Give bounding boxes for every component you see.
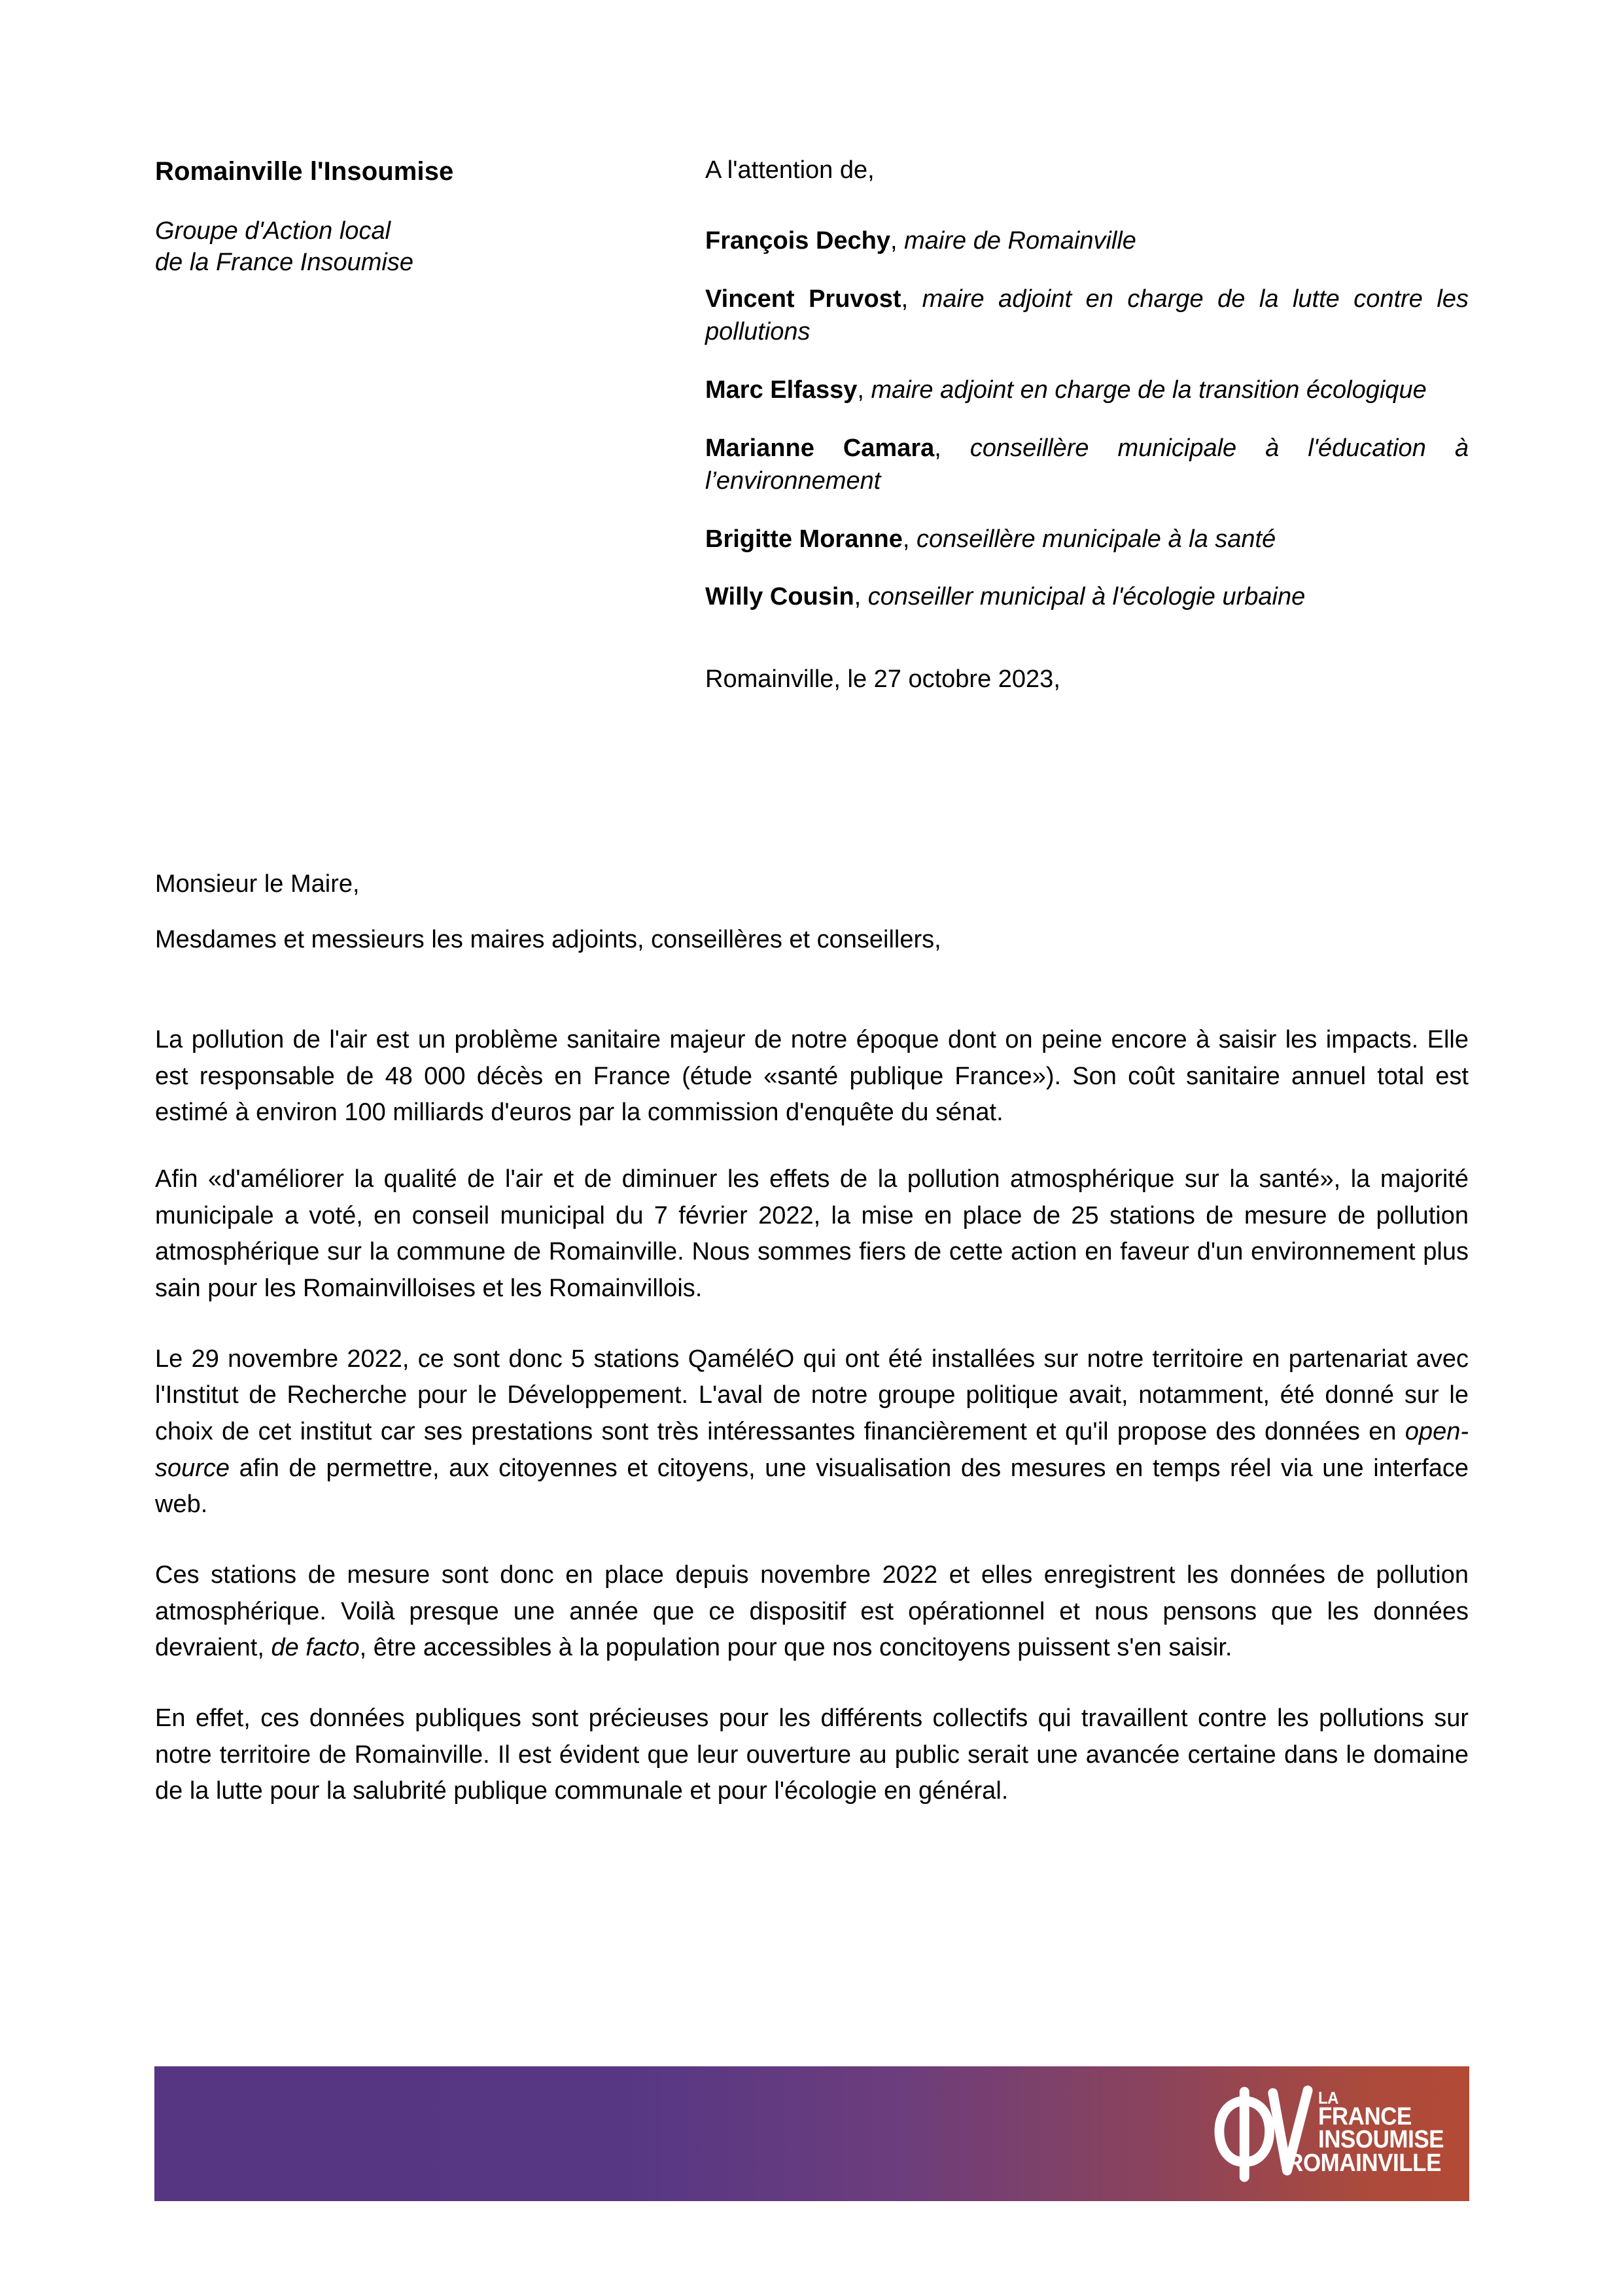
paragraph-4-text-end: , être accessibles à la population pour que nos concitoyens puissent s'en saisir. xyxy=(359,1634,1232,1662)
footer-banner xyxy=(154,2066,1469,2201)
recipient-separator: , xyxy=(890,227,905,255)
place-and-date: Romainville, le 27 octobre 2023, xyxy=(705,665,1060,693)
logo-text-romainville: ROMAINVILLE xyxy=(1287,2149,1442,2177)
letter-header xyxy=(155,154,1469,696)
body-paragraph-4 xyxy=(155,1557,1469,1667)
sender-block xyxy=(155,154,678,279)
recipient-separator: , xyxy=(854,583,868,611)
body-paragraph-1: La pollution de l'air est un problème sanitaire majeur de notre époque dont on peine encore à saisir les impacts. Elle est responsable de 48 000 décès en France (étude «santé publique France»). Son coût sanitaire annuel total est estimé à environ 100 milliards d'euros par la commission d'enquête du sénat. xyxy=(155,1026,1469,1127)
recipient-entry xyxy=(705,224,1469,258)
paragraph-3-emphasis: open-source xyxy=(155,1417,1469,1482)
recipient-entry xyxy=(705,523,1469,556)
france-insoumise-logo xyxy=(1204,2075,1455,2192)
recipient-role: maire adjoint en charge de la lutte contre les pollutions xyxy=(705,285,1469,346)
recipient-entry xyxy=(705,580,1469,614)
paragraph-3-text-end: afin de permettre, aux citoyennes et citoyens, une visualisation des mesures en temps réel via une interface web. xyxy=(155,1454,1469,1519)
recipient-separator: , xyxy=(857,376,871,404)
recipient-role: conseillère municipale à l'éducation à l’environnement xyxy=(705,434,1469,495)
recipient-separator: , xyxy=(934,434,970,462)
sender-subtitle xyxy=(155,215,678,279)
logo-wordmark xyxy=(1287,2087,1444,2178)
recipient-separator: , xyxy=(902,525,917,553)
recipient-name: Willy Cousin xyxy=(705,583,854,611)
salutation-line-2: Mesdames et messieurs les maires adjoints, conseillères et conseillers, xyxy=(155,926,941,954)
recipient-entry xyxy=(705,283,1469,349)
recipient-name: Brigitte Moranne xyxy=(705,525,903,553)
recipient-separator: , xyxy=(901,285,922,313)
recipient-block xyxy=(705,154,1469,696)
recipient-entry xyxy=(705,432,1469,498)
logo-text-la: LA xyxy=(1318,2087,1339,2108)
sender-subtitle-line-1: Groupe d'Action local xyxy=(155,217,391,245)
recipient-name: François Dechy xyxy=(705,227,890,255)
body-paragraph-3 xyxy=(155,1341,1469,1523)
recipient-entry xyxy=(705,374,1469,407)
recipient-name: Vincent Pruvost xyxy=(705,285,901,313)
recipient-role: maire adjoint en charge de la transition écologique xyxy=(871,376,1427,404)
body-paragraph-2: Afin «d'améliorer la qualité de l'air et de diminuer les effets de la pollution atmosphérique sur la santé», la majorité municipale a voté, en conseil municipal du 7 février 2022, la mise en place de 25 stations de mesure de pollution atmosphérique sur la commune de Romainville. Nous sommes fiers de cette action en faveur d'un environnement plus sain pour les Romainvilloises et les Romainvillois. xyxy=(155,1165,1469,1302)
logo-text-insoumise: INSOUMISE xyxy=(1318,2126,1444,2154)
sender-name: Romainville l'Insoumise xyxy=(155,157,454,186)
recipient-role: conseillère municipale à la santé xyxy=(916,525,1276,553)
recipient-name: Marc Elfassy xyxy=(705,376,858,404)
salutation-line-1: Monsieur le Maire, xyxy=(155,870,360,898)
letter-body xyxy=(155,1022,1469,1810)
body-paragraph-5: En effet, ces données publiques sont précieuses pour les différents collectifs qui travaillent contre les pollutions sur notre territoire de Romainville. Il est évident que leur ouverture au public serait une avancée certaine dans le domaine de la lutte pour la salubrité publique communale et pour l'écologie en général. xyxy=(155,1704,1469,1805)
sender-subtitle-line-2: de la France Insoumise xyxy=(155,249,413,277)
attention-label: A l'attention de, xyxy=(705,156,875,184)
salutation-block xyxy=(155,868,1469,957)
logo-text-france: FRANCE xyxy=(1318,2103,1412,2131)
recipient-role: maire de Romainville xyxy=(904,227,1136,255)
recipient-name: Marianne Camara xyxy=(705,434,935,462)
recipient-role: conseiller municipal à l'écologie urbaine xyxy=(867,583,1306,611)
paragraph-4-text-start: Ces stations de mesure sont donc en place depuis novembre 2022 et elles enregistrent les données de pollution atmosphérique. Voilà presque une année que ce dispositif est opérationnel et nous pensons que les données devraient, xyxy=(155,1561,1469,1662)
paragraph-3-text-start: Le 29 novembre 2022, ce sont donc 5 stations QaméléO qui ont été installées sur notre territoire en partenariat avec l'Institut de Recherche pour le Développement. L'aval de notre groupe politique avait, notamment, été donné sur le choix de cet institut car ses prestations sont très intéressantes financièrement et qu'il propose des données en xyxy=(155,1345,1469,1445)
paragraph-4-emphasis: de facto xyxy=(271,1634,360,1662)
